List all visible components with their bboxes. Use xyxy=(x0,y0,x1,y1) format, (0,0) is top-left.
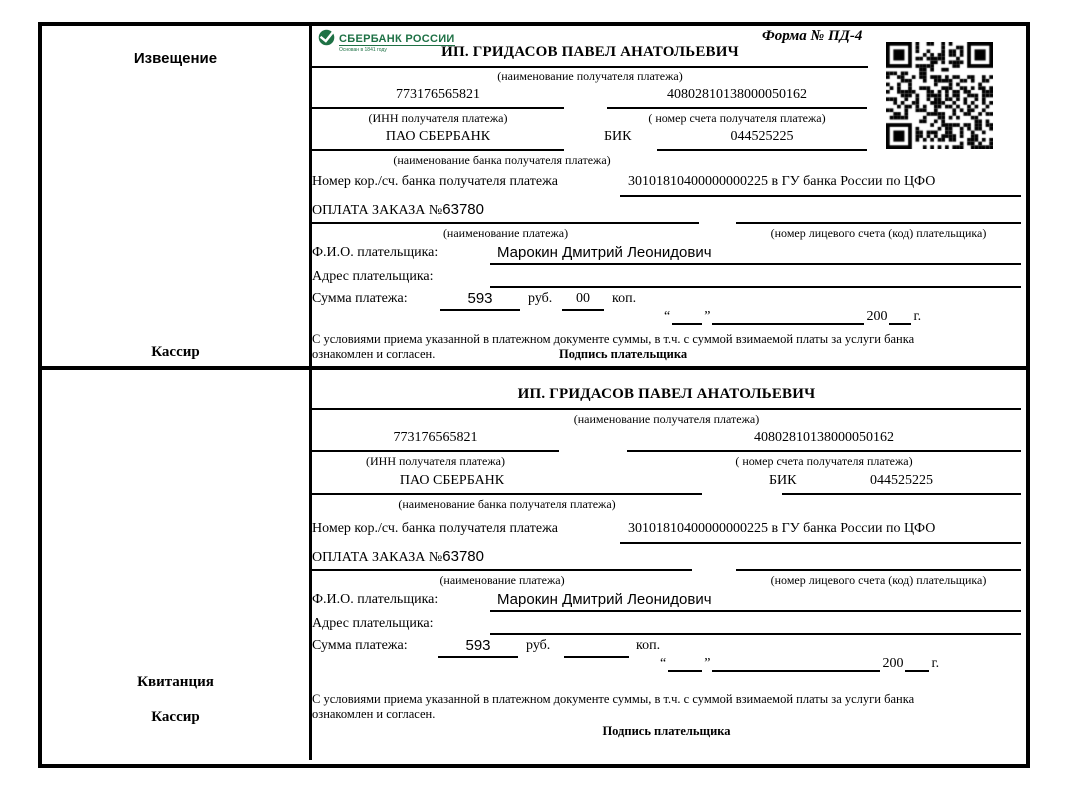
bik-label: БИК xyxy=(769,473,797,488)
line-amount-rub xyxy=(438,656,518,658)
kop-label: коп. xyxy=(612,291,637,306)
account-value: 40802810138000050162 xyxy=(667,87,807,102)
line-payer-address xyxy=(490,633,1021,635)
date-day-line xyxy=(668,657,702,672)
notice-fields xyxy=(312,26,1026,366)
payment-caption: (наименование платежа) xyxy=(439,573,565,587)
date-year-line xyxy=(889,310,911,325)
cashier-label: Кассир xyxy=(151,709,200,725)
account-caption: ( номер счета получателя платежа) xyxy=(648,111,826,125)
amount-rub-value: 593 xyxy=(465,637,491,654)
line-payer-address xyxy=(490,286,1021,288)
signature-label: Подпись плательщика xyxy=(559,347,688,361)
payer-code-caption: (номер лицевого счета (код) плательщика) xyxy=(770,573,987,587)
bank-name-value: ПАО СБЕРБАНК xyxy=(399,473,505,488)
sberbank-logo-subtext: Основан в 1841 году xyxy=(339,47,387,53)
line-corr-account xyxy=(620,195,1021,197)
account-value: 40802810138000050162 xyxy=(754,430,894,445)
bik-value: 044525225 xyxy=(730,129,794,144)
cashier-label: Кассир xyxy=(151,344,200,360)
receipt-stub xyxy=(42,370,312,760)
bank-caption: (наименование банка получателя платежа) xyxy=(398,497,616,511)
year-prefix: 200 xyxy=(882,656,904,671)
notice-section xyxy=(42,26,1026,370)
payer-code-caption: (номер лицевого счета (код) плательщика) xyxy=(770,226,987,240)
line-corr-account xyxy=(620,542,1021,544)
payer-name-label: Ф.И.О. плательщика: xyxy=(312,245,439,260)
bank-caption: (наименование банка получателя платежа) xyxy=(393,153,611,167)
payment-purpose-prefix: ОПЛАТА ЗАКАЗА № xyxy=(312,203,443,218)
amount-label: Сумма платежа: xyxy=(312,291,408,306)
line-account xyxy=(627,450,1021,452)
agreement-line1: С условиями приема указанной в платежном документе суммы, в т.ч. с суммой взимаемой платы за услуги банка xyxy=(312,692,915,706)
line-payer-name xyxy=(490,610,1021,612)
inn-value: 773176565821 xyxy=(396,87,480,102)
sberbank-logo-text: СБЕРБАНК РОССИИ xyxy=(339,33,455,45)
line-bank xyxy=(312,493,702,495)
payment-caption: (наименование платежа) xyxy=(442,226,569,240)
corr-account-label: Номер кор./сч. банка получателя платежа xyxy=(312,174,558,189)
year-suffix: г. xyxy=(931,656,940,671)
amount-rub-value: 593 xyxy=(467,290,493,307)
recipient-caption: (наименование получателя платежа) xyxy=(573,412,760,426)
bank-name-value: ПАО СБЕРБАНК xyxy=(385,129,491,144)
corr-account-value: 30101810400000000225 в ГУ банка России по ЦФО xyxy=(628,174,936,189)
date-month-line xyxy=(712,310,864,325)
agreement-line2: ознакомлен и согласен. xyxy=(312,707,436,721)
line-amount-rub xyxy=(440,309,520,311)
payer-name-label: Ф.И.О. плательщика: xyxy=(312,592,439,607)
year-suffix: г. xyxy=(913,309,922,324)
recipient-name: ИП. ГРИДАСОВ ПАВЕЛ АНАТОЛЬЕВИЧ xyxy=(441,44,739,60)
bik-label: БИК xyxy=(604,129,632,144)
line-bank xyxy=(312,149,564,151)
line-under-recipient xyxy=(312,66,868,68)
date-day-line xyxy=(672,310,702,325)
kop-label: коп. xyxy=(636,638,661,653)
line-payer-code xyxy=(736,569,1021,571)
payer-name-value: Марокин Дмитрий Леонидович xyxy=(497,244,712,261)
rub-label: руб. xyxy=(526,638,551,653)
line-under-recipient xyxy=(312,408,1021,410)
payer-name-value: Марокин Дмитрий Леонидович xyxy=(497,591,712,608)
notice-label: Извещение xyxy=(133,50,218,67)
rub-label: руб. xyxy=(528,291,553,306)
line-bik xyxy=(782,493,1021,495)
quote-open: “ xyxy=(660,656,667,671)
line-account xyxy=(607,107,867,109)
payer-address-label: Адрес плательщика: xyxy=(312,616,434,631)
receipt-section xyxy=(42,370,1026,760)
bik-value: 044525225 xyxy=(870,473,933,488)
corr-account-value: 30101810400000000225 в ГУ банка России по ЦФО xyxy=(628,521,936,536)
amount-kop-value: 00 xyxy=(576,291,590,306)
receipt-fields xyxy=(312,370,1026,760)
amount-label: Сумма платежа: xyxy=(312,638,408,653)
inn-caption: (ИНН получателя платежа) xyxy=(368,111,508,125)
payment-purpose xyxy=(312,201,484,219)
quote-open: “ xyxy=(664,309,671,324)
date-row xyxy=(664,309,921,325)
notice-stub xyxy=(42,26,312,366)
date-year-line xyxy=(905,657,929,672)
recipient-caption: (наименование получателя платежа) xyxy=(497,69,683,83)
quote-close: ” xyxy=(704,656,711,671)
line-bik xyxy=(657,149,867,151)
agreement-line1: С условиями приема указанной в платежном документе суммы, в т.ч. с суммой взимаемой платы за услуги банка xyxy=(312,332,915,346)
payment-purpose xyxy=(312,548,484,566)
signature-label: Подпись плательщика xyxy=(602,724,731,738)
payment-purpose-number: 63780 xyxy=(442,548,484,565)
pd4-form-sheet xyxy=(38,22,1030,768)
line-payment-purpose xyxy=(312,569,692,571)
line-payment-purpose xyxy=(312,222,699,224)
line-payer-name xyxy=(490,263,1021,265)
inn-caption: (ИНН получателя платежа) xyxy=(366,454,505,468)
payment-purpose-number: 63780 xyxy=(442,201,484,218)
inn-value: 773176565821 xyxy=(393,430,478,445)
line-inn xyxy=(312,107,564,109)
line-inn xyxy=(312,450,559,452)
form-number: Форма № ПД-4 xyxy=(762,28,863,44)
date-row xyxy=(660,656,939,672)
date-month-line xyxy=(712,657,880,672)
quote-close: ” xyxy=(704,309,711,324)
corr-account-label: Номер кор./сч. банка получателя платежа xyxy=(312,521,558,536)
year-prefix: 200 xyxy=(866,309,888,324)
recipient-name: ИП. ГРИДАСОВ ПАВЕЛ АНАТОЛЬЕВИЧ xyxy=(517,386,816,402)
payment-purpose-prefix: ОПЛАТА ЗАКАЗА № xyxy=(312,550,443,565)
line-amount-kop xyxy=(562,309,604,311)
agreement-line2: ознакомлен и согласен. xyxy=(312,347,436,361)
account-caption: ( номер счета получателя платежа) xyxy=(735,454,913,468)
receipt-label: Квитанция xyxy=(137,674,214,690)
line-payer-code xyxy=(736,222,1021,224)
payer-address-label: Адрес плательщика: xyxy=(312,269,434,284)
qr-code xyxy=(886,42,993,149)
line-amount-kop xyxy=(564,656,629,658)
